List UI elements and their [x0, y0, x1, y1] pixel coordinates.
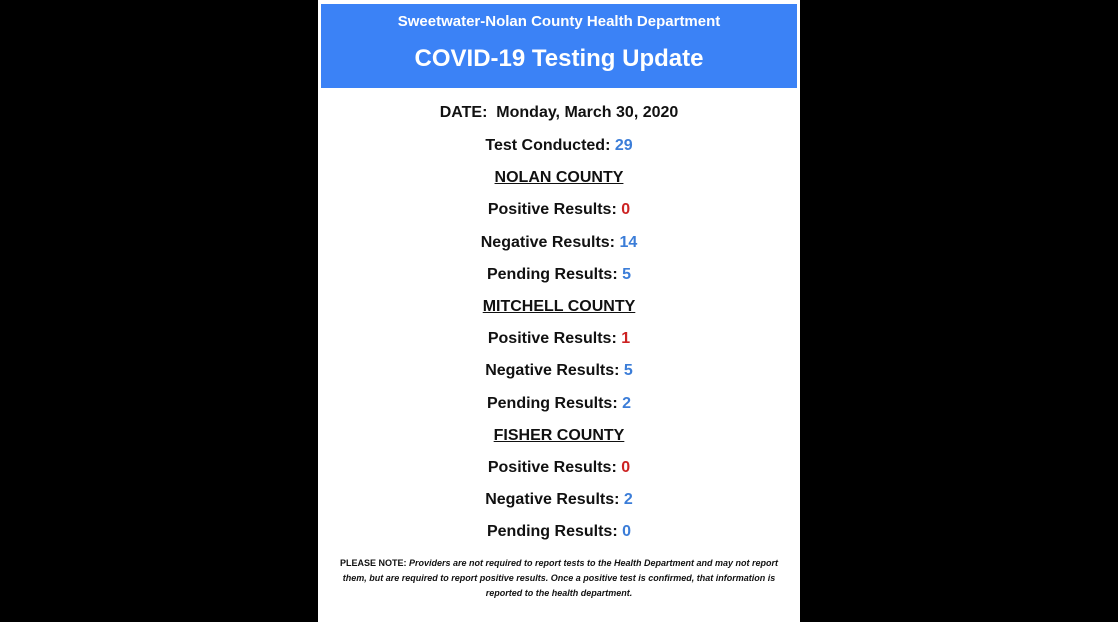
fisher-negative-line [318, 491, 800, 509]
date-label: DATE: [439, 104, 488, 121]
positive-label: Positive Results: [487, 459, 617, 476]
pending-label: Pending Results: [486, 395, 618, 412]
positive-value: 1 [621, 330, 631, 347]
nolan-pending-line [318, 266, 800, 284]
pending-value: 0 [622, 523, 632, 540]
county-heading-mitchell: MITCHELL COUNTY [482, 298, 636, 315]
pending-value: 5 [622, 266, 632, 283]
pending-label: Pending Results: [486, 266, 618, 283]
negative-label: Negative Results: [485, 362, 620, 379]
mitchell-pending-line [318, 395, 800, 413]
tests-value: 29 [614, 137, 633, 154]
fisher-positive-line [318, 459, 800, 477]
tests-line [318, 137, 800, 155]
county-heading-fisher: FISHER COUNTY [493, 427, 625, 444]
pending-value: 2 [622, 395, 632, 412]
negative-value: 14 [619, 234, 638, 251]
tests-label: Test Conducted: [485, 137, 611, 154]
nolan-positive-line [318, 201, 800, 219]
page-title: COVID-19 Testing Update [414, 45, 704, 72]
document-page [318, 0, 800, 622]
department-name: Sweetwater-Nolan County Health Department [397, 13, 721, 30]
mitchell-positive-line [318, 330, 800, 348]
header-banner [321, 4, 797, 88]
date-value: Monday, March 30, 2020 [496, 104, 679, 121]
negative-value: 5 [623, 362, 633, 379]
county-heading-nolan: NOLAN COUNTY [494, 169, 624, 186]
date-line [318, 104, 800, 122]
positive-value: 0 [621, 201, 631, 218]
pending-label: Pending Results: [486, 523, 618, 540]
negative-label: Negative Results: [480, 234, 615, 251]
fisher-pending-line [318, 523, 800, 541]
negative-value: 2 [623, 491, 633, 508]
note-text: Providers are not required to report tests to the Health Department and may not report them, but are required to report positive results. Once a positive test is confirmed, that information is reported to the health department. [342, 558, 779, 598]
nolan-negative-line [318, 234, 800, 252]
positive-label: Positive Results: [487, 201, 617, 218]
mitchell-negative-line [318, 362, 800, 380]
footnote [332, 556, 786, 601]
positive-value: 0 [621, 459, 631, 476]
negative-label: Negative Results: [485, 491, 620, 508]
positive-label: Positive Results: [487, 330, 617, 347]
note-label: PLEASE NOTE: [339, 558, 407, 568]
